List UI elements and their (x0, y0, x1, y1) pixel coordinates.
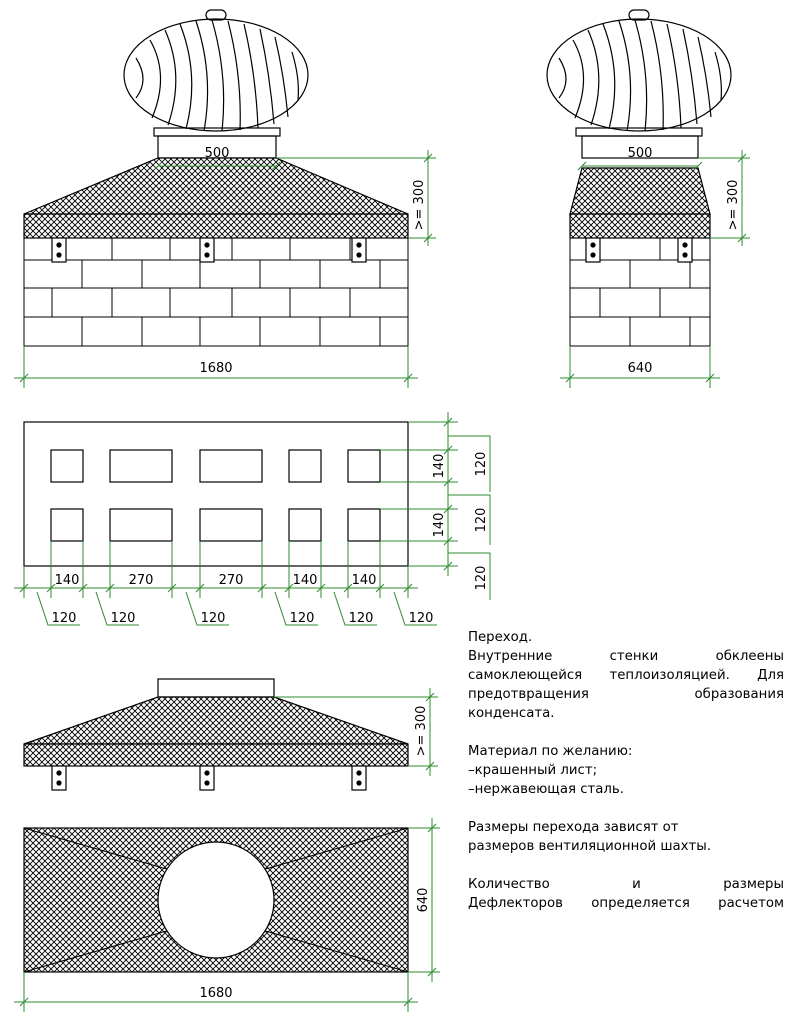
plan-outline (24, 422, 408, 566)
width-label: 1680 (199, 986, 233, 1001)
opening (110, 509, 172, 541)
dim-v-120: 120 (474, 507, 489, 533)
dimension-lines (14, 412, 490, 625)
opening (110, 450, 172, 482)
mounting-bracket-icon (52, 766, 366, 790)
turbine-deflector-icon (547, 10, 731, 158)
turbine-deflector-icon (124, 10, 308, 158)
opening-plan (14, 412, 490, 626)
dim-h-120: 120 (289, 611, 315, 626)
hood-skirt (570, 214, 710, 238)
dim-h-120: 120 (110, 611, 136, 626)
top-width-label: 500 (627, 146, 653, 161)
collar (158, 679, 274, 697)
notes-insulation-line: самоклеющейся теплоизоляцией. Для (468, 668, 784, 683)
dim-h-270: 270 (128, 573, 154, 588)
transition-plan-view (14, 818, 440, 1012)
dim-h-270: 270 (218, 573, 244, 588)
height-label: >= 300 (726, 179, 741, 231)
hood-skirt (24, 744, 408, 766)
notes-count-line: Дефлекторов определяется расчетом (468, 896, 784, 911)
opening (200, 450, 262, 482)
hood-skirt (24, 214, 408, 238)
front-view-narrow (547, 10, 750, 388)
opening (51, 509, 83, 541)
notes-material-title: Материал по желанию: (468, 744, 633, 759)
notes-insulation-line: Внутренние стенки обклеены (468, 649, 784, 664)
dim-h-120: 120 (200, 611, 226, 626)
notes-count-line: Количество и размеры (468, 877, 784, 892)
dim-v-140: 140 (432, 512, 447, 538)
notes-block (468, 628, 784, 932)
opening (348, 450, 380, 482)
notes-size-line: размеров вентиляционной шахты. (468, 839, 711, 854)
notes-insulation-line: конденсата. (468, 706, 555, 721)
notes-material-item: –нержавеющая сталь. (468, 782, 624, 797)
dim-h-140: 140 (54, 573, 80, 588)
opening (348, 509, 380, 541)
opening (289, 509, 321, 541)
notes-title: Переход. (468, 630, 533, 645)
base-width-label: 640 (627, 361, 653, 376)
deflector-opening (158, 842, 274, 958)
dim-h-140: 140 (292, 573, 318, 588)
dim-h-140: 140 (351, 573, 377, 588)
height-label: >= 300 (414, 705, 429, 757)
dim-h-120: 120 (51, 611, 77, 626)
opening (289, 450, 321, 482)
dim-v-120: 120 (474, 451, 489, 477)
dim-h-120: 120 (408, 611, 434, 626)
front-view-wide (14, 10, 436, 388)
hood-top (24, 697, 408, 744)
hood-top (570, 168, 710, 214)
height-label: >= 300 (412, 179, 427, 231)
dim-h-120: 120 (348, 611, 374, 626)
notes-insulation-line: предотвращения образования (468, 687, 784, 702)
opening (200, 509, 262, 541)
mounting-bracket-icon (52, 238, 366, 262)
dim-v-140: 140 (432, 453, 447, 479)
brick-shaft (24, 238, 408, 346)
notes-size-line: Размеры перехода зависят от (468, 820, 679, 835)
mounting-bracket-icon (586, 238, 692, 262)
transition-side-view (24, 679, 438, 790)
base-width-label: 1680 (199, 361, 233, 376)
opening (51, 450, 83, 482)
notes-material-item: –крашенный лист; (468, 763, 598, 778)
top-width-label: 500 (204, 146, 230, 161)
dim-v-120: 120 (474, 565, 489, 591)
depth-label: 640 (416, 887, 431, 913)
